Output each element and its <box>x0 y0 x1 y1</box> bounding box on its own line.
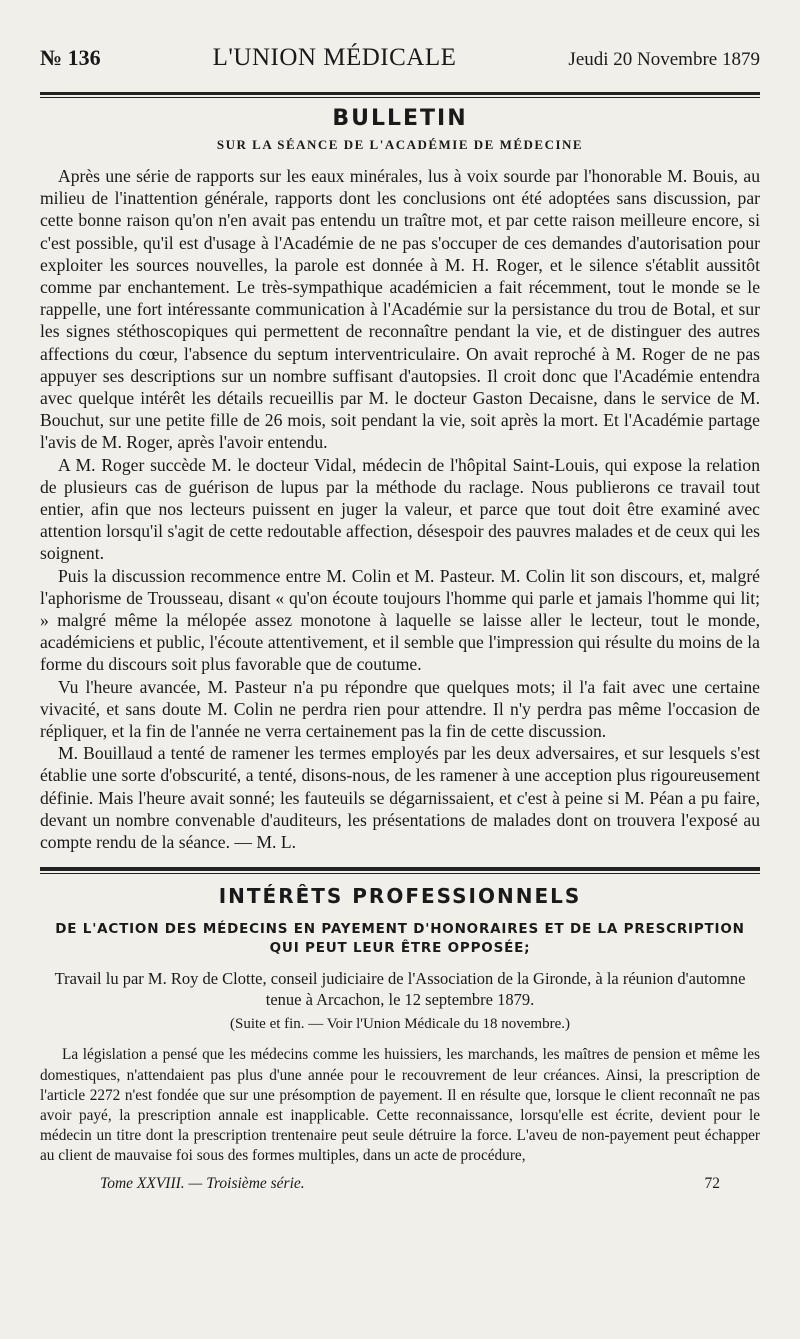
page-number: 72 <box>704 1174 720 1192</box>
bulletin-paragraph: A M. Roger succède M. le docteur Vidal, médecin de l'hôpital Saint-Louis, qui expose la relation de plusieurs cas de guérison de lupus par la méthode du raclage. Nous publierons ce travail tout entier, afin que nos lecteurs puissent en juger la valeur, et parce que tout doit être examiné avec attention lorsqu'il s'agit de cette redoutable affection, désespoir des pauvres malades et de ceux qui les soignent. <box>40 454 760 564</box>
volume-label: Tome XXVIII. — Troisième série. <box>100 1174 305 1192</box>
bulletin-paragraph: M. Bouillaud a tenté de ramener les termes employés par les deux adversaires, et sur lesquels s'est établie une sorte d'obscurité, a tenté, disons-nous, de les ramener à une acception plus rigoureusement définie. Mais l'heure avait sonné; les fauteuils se dégarnissaient, et c'est à peine si M. Péan a pu faire, devant un nombre convenable d'auditeurs, les présentations de malades dont on trouvera l'exposé au compte rendu de la séance. — M. L. <box>40 743 760 853</box>
bulletin-paragraph: Après une série de rapports sur les eaux minérales, lus à voix sourde par l'honorable M. Bouis, au milieu de l'inattention générale, rapports dont les conclusions ont été adoptées sans discussion, par cette bonne raison qu'on n'en avait pas entendu un traître mot, et par cette raison meilleure encore, si c'est possible, qu'il est d'usage à l'Académie de ne pas s'occuper de ces demandes d'autorisation pour exploiter les sources nouvelles, la parole est donnée à M. H. Roger, et le silence s'établit aussitôt comme par enchantement. Le très-sympathique académicien a fait récemment, tout le monde se le rappelle, une fort intéressante communication à l'Académie sur la persistance du trou de Botal, et sur les signes stéthoscopiques qui permettent de reconnaître pendant la vie, et de distinguer des autres affections du cœur, l'absence du septum interventriculaire. On avait reproché à M. Roger de ne pas appuyer ses descriptions sur un nombre suffisant d'autopsies. Il croit donc que l'Académie entendra avec quelque intérêt les détails recueillis par M. le docteur Gaston Decaisne, dans le service de M. Bouchut, sur une petite fille de 26 mois, soit pendant la vie, soit après la mort. Et l'Académie partage l'avis de M. Roger, après l'avoir entendu. <box>40 166 760 453</box>
page-footer <box>40 1169 760 1193</box>
issue-number: № 136 <box>40 45 101 70</box>
bulletin-paragraph: Vu l'heure avancée, M. Pasteur n'a pu répondre que quelques mots; il l'a fait avec une certaine vivacité, et sans doute M. Colin ne perdra rien pour attendre. Il n'y perdra pas même l'occasion de répliquer, et la fin de l'année ne verra certainement pas la fin de cette discussion. <box>40 676 760 742</box>
section-title-interets: INTÉRÊTS PROFESSIONNELS <box>218 884 582 909</box>
section-title-bulletin: BULLETIN <box>332 106 468 131</box>
bulletin-paragraph: Puis la discussion recommence entre M. Colin et M. Pasteur. M. Colin lit son discours, et, malgré l'aphorisme de Trousseau, disant « qu'on écoute toujours l'homme qui parle et jamais l'homme qui lit; » malgré même la mélopée assez monotone à laquelle se laisse aller le lecteur, tout le monde, académiciens et public, l'écoute attentivement, et il semble que l'impression qui résulte du moins de la forme du discours soit plus favorable que de coutume. <box>40 565 760 675</box>
header-rule <box>40 92 760 98</box>
article-title: DE L'ACTION DES MÉDECINS EN PAYEMENT D'HONORAIRES ET DE LA PRESCRIPTION QUI PEUT LEUR ÊTRE OPPOSÉE; <box>55 921 745 957</box>
bulletin-body <box>40 165 760 853</box>
article-byline: Travail lu par M. Roy de Clotte, conseil judiciaire de l'Association de la Gironde, à la réunion d'automne tenue à Arcachon, le 12 septembre 1879. <box>54 969 746 1010</box>
journal-title: L'UNION MÉDICALE <box>212 44 457 71</box>
section-rule <box>40 867 760 874</box>
section-subtitle-bulletin: SUR LA SÉANCE DE L'ACADÉMIE DE MÉDECINE <box>216 137 584 152</box>
continued-note: (Suite et fin. — Voir l'Union Médicale du 18 novembre.) <box>229 1016 570 1033</box>
article-body <box>40 1045 760 1166</box>
running-head <box>40 44 760 84</box>
issue-date: Jeudi 20 Novembre 1879 <box>568 49 760 70</box>
article-paragraph: La législation a pensé que les médecins comme les huissiers, les marchands, les maîtres de pension et même les domestiques, n'attendaient pas plus d'une année pour le recouvrement de leur créances. Ainsi, la prescription de l'article 2272 n'est fondée que sur une présomption de payement. Il en résulte que, lorsque le client reconnaît ne pas avoir payé, la prescription annale est inapplicable. Cette reconnaissance, lorsqu'elle est écrite, devient pour le médecin un titre dont la prescription trentenaire peut seule détruire la force. L'aveu de non-payement peut échapper au client de mauvaise foi sous des formes multiples, dans un acte de procédure, <box>40 1046 760 1165</box>
